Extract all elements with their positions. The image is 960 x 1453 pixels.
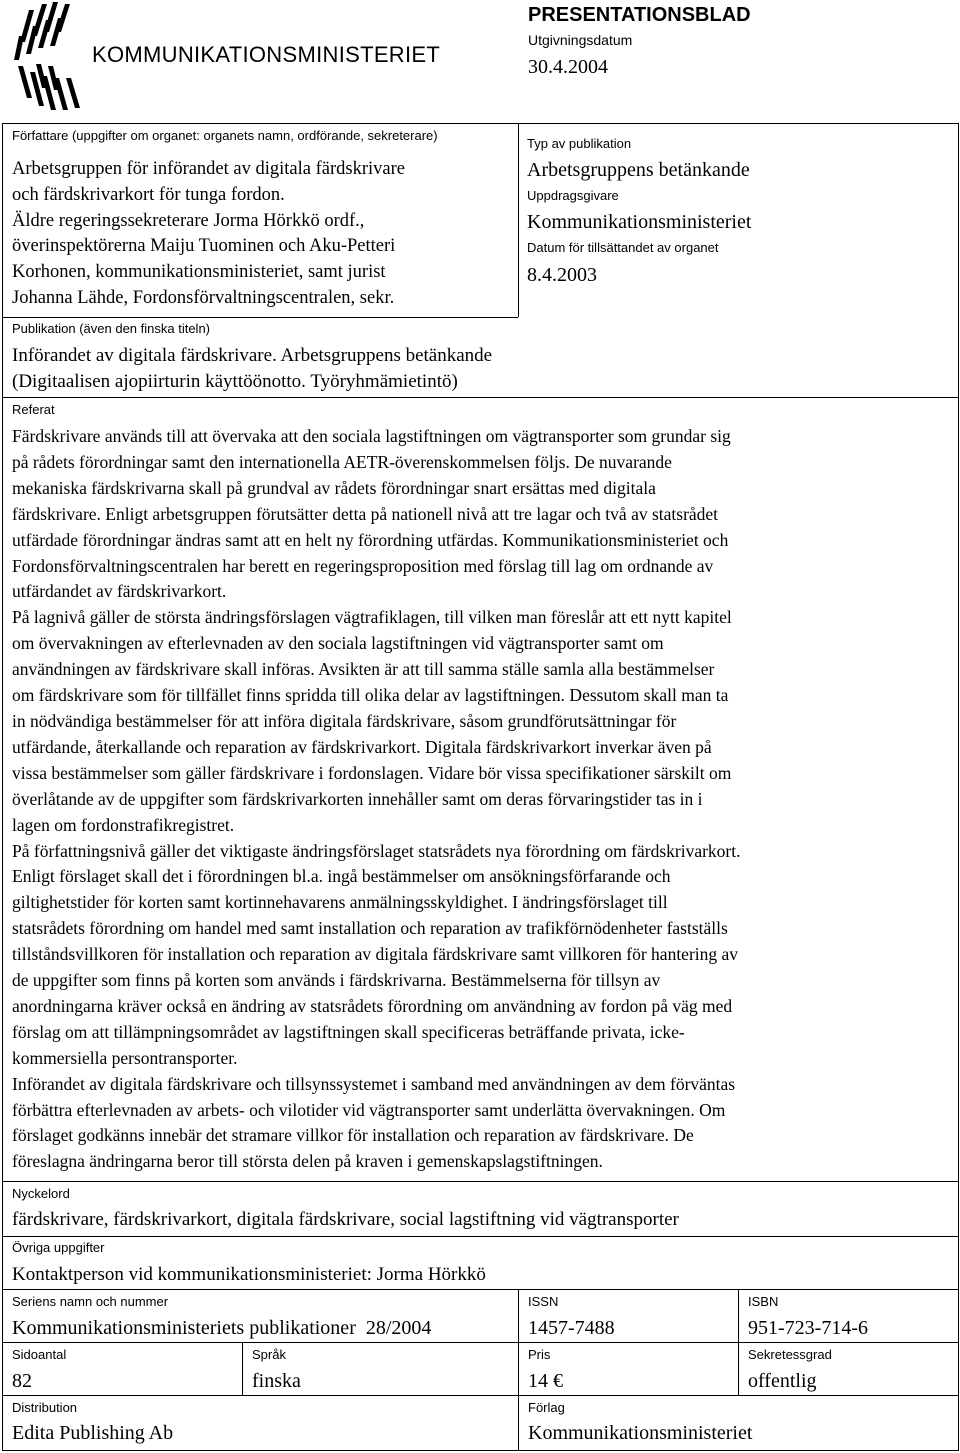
abstract-line: föreslagna ändringarna beror till största delen på kraven i gemenskapslagstiftningen.	[12, 1151, 603, 1172]
abstract-line: in nödvändiga bestämmelser för att införa digitala färdskrivare, såsom grundförutsättningar för	[12, 710, 677, 731]
divider	[2, 1395, 958, 1396]
keywords-label: Nyckelord	[12, 1186, 70, 1201]
keywords-value: färdskrivare, färdskrivarkort, digitala färdskrivare, social lagstiftning vid vägtransporter	[12, 1209, 679, 1230]
publication-type-value: Arbetsgruppens betänkande	[527, 159, 750, 181]
author-text	[12, 157, 405, 312]
abstract-line: utfärdandet av färdskrivarkort.	[12, 581, 227, 602]
abstract-line: Enligt förslaget skall det i förordningen bl.a. ingå bestämmelser om ansökningsförfarande och	[12, 866, 671, 887]
appointed-date-label: Datum för tillsättandet av organet	[527, 240, 719, 255]
author-line: Äldre regeringssekreterare Jorma Hörkkö ordf.,	[12, 210, 365, 231]
publication-type-label: Typ av publikation	[527, 136, 632, 151]
pages-label: Sidoantal	[12, 1347, 67, 1362]
release-date: 30.4.2004	[528, 56, 608, 78]
language-value: finska	[252, 1370, 301, 1392]
ministry-logo	[10, 2, 92, 110]
confidentiality-label: Sekretessgrad	[748, 1347, 832, 1362]
abstract-line: överlåtande av de uppgifter som färdskrivarkorten innehåller samt om deras förvaringstider tas in i	[12, 788, 703, 809]
abstract-line: mekaniska färdskrivarna skall på grundval av rådets förordningar snart ersättas med digitala	[12, 477, 656, 498]
publisher-label: Förlag	[528, 1400, 565, 1415]
confidentiality-value: offentlig	[748, 1370, 817, 1392]
abstract-line: utfärdande, återkallande och reparation av färdskrivarkort. Digitala färdskrivarkort inverkar även på	[12, 736, 712, 757]
price-label: Pris	[528, 1347, 551, 1362]
divider	[2, 1181, 958, 1182]
publication-line: (Digitaalisen ajopiirturin käyttöönotto. Työryhmämietintö)	[12, 370, 458, 392]
abstract-line: de uppgifter som finns på korten som används i färdskrivarna. Bestämmelserna för tillsyn av	[12, 970, 661, 991]
divider	[2, 123, 958, 124]
abstract-line: förslaget godkänns innebär det stramare villkor för installation och reparation av färdskrivare. De	[12, 1125, 694, 1146]
abstract-line: användningen av färdskrivare skall införas. Avsikten är att till samma ställe samla alla bestämmelser	[12, 659, 715, 680]
other-info-label: Övriga uppgifter	[12, 1240, 105, 1255]
divider	[2, 123, 3, 1451]
price-value: 14 €	[528, 1370, 563, 1392]
divider	[2, 1289, 958, 1290]
abstract-line: om färdskrivare som för tillfället finns spridda till olika delar av lagstiftningen. Dessutom skall man ta	[12, 685, 729, 706]
distribution-label: Distribution	[12, 1400, 78, 1415]
commissioner-value: Kommunikationsministeriet	[527, 211, 752, 233]
ministry-name: KOMMUNIKATIONSMINISTERIET	[92, 42, 441, 67]
author-line: och färdskrivarkort för tunga fordon.	[12, 184, 285, 205]
document-title: PRESENTATIONSBLAD	[528, 4, 751, 26]
isbn-label: ISBN	[748, 1294, 779, 1309]
release-date-label: Utgivningsdatum	[528, 32, 633, 48]
abstract-line: Färdskrivare används till att övervaka att den sociala lagstiftningen om vägtransporter som grundar sig	[12, 426, 731, 446]
abstract-line: På lagnivå gäller de största ändringsförslagen vägtrafiklagen, till vilken man föreslår att ett nytt kapitel	[12, 607, 732, 628]
abstract-line: om övervakningen av efterlevnaden av den sociala lagstiftningen vid vägtransporter samt om	[12, 633, 664, 654]
author-label: Författare (uppgifter om organet: organets namn, ordförande, sekreterare)	[12, 128, 438, 143]
language-label: Språk	[252, 1347, 286, 1362]
abstract-line: lagen om fordonstrafikregistret.	[12, 814, 235, 835]
series-value: Kommunikationsministeriets publikationer 28/2004	[12, 1317, 432, 1339]
divider	[958, 123, 959, 1451]
author-line: Korhonen, kommunikationsministeriet, samt jurist	[12, 262, 386, 283]
issn-label: ISSN	[528, 1294, 559, 1309]
commissioner-label: Uppdragsgivare	[527, 188, 619, 203]
divider	[738, 1289, 739, 1395]
divider	[2, 1342, 958, 1343]
divider	[2, 397, 958, 398]
abstract-label: Referat	[12, 402, 55, 417]
divider	[242, 1342, 243, 1395]
abstract-text	[12, 424, 952, 1175]
series-label: Seriens namn och nummer	[12, 1294, 169, 1309]
abstract-line: Fordonsförvaltningscentralen har berett en regeringsproposition med förslag till lag om ordnande av	[12, 555, 714, 576]
publication-line: Införandet av digitala färdskrivare. Arbetsgruppens betänkande	[12, 345, 493, 366]
abstract-line: förslag om att tillämpningsområdet av lagstiftningen skall specificeras beträffande privata, icke-	[12, 1021, 685, 1042]
publication-title	[12, 343, 492, 395]
isbn-value: 951-723-714-6	[748, 1317, 868, 1339]
pages-value: 82	[12, 1370, 32, 1392]
abstract-line: kommersiella persontransporter.	[12, 1047, 238, 1068]
publisher-value: Kommunikationsministeriet	[528, 1422, 753, 1444]
abstract-line: På författningsnivå gäller det viktigaste ändringsförslaget statsrådets nya förordning om färdskrivarkort.	[12, 840, 741, 861]
abstract-line: vissa bestämmelser som gäller färdskrivare i fordonslagen. Vidare bör vissa specifikationer särskilt om	[12, 762, 732, 783]
abstract-line: förbättra efterlevnaden av arbets- och vilotider vid vägtransporter samt underlätta övervakningen. Om	[12, 1099, 726, 1120]
abstract-line: utfärdade förordningar ändras samt att en helt ny förordning utfärdas. Kommunikationsministeriet och	[12, 529, 729, 550]
abstract-line: Införandet av digitala färdskrivare och tillsynssystemet i samband med användningen av dem förväntas	[12, 1073, 736, 1094]
divider	[2, 1450, 958, 1451]
divider	[518, 123, 519, 317]
distribution-value: Edita Publishing Ab	[12, 1422, 174, 1444]
other-info-value: Kontaktperson vid kommunikationsministeriet: Jorma Hörkkö	[12, 1264, 486, 1285]
abstract-line: giltighetstider för korten samt kortinnehavarens anmälningsskyldighet. I ändringsförslaget till	[12, 892, 668, 913]
divider	[2, 317, 518, 318]
issn-value: 1457-7488	[528, 1317, 615, 1339]
author-line: Johanna Lähde, Fordonsförvaltningscentralen, sekr.	[12, 287, 395, 308]
abstract-line: statsrådets förordning om handel med samt installation och reparation av trafikförnödenheter fastställs	[12, 918, 728, 939]
abstract-line: tillståndsvillkoren för installation och reparation av digitala färdskrivare samt villkoren för hantering av	[12, 944, 739, 965]
abstract-line: på rådets förordningar samt den internationella AETR-överenskommelsen följs. De nuvarande	[12, 451, 672, 472]
abstract-line: anordningarna kräver också en ändring av statsrådets förordning om användning av fordon på väg med	[12, 995, 733, 1016]
author-line: överinspektörerna Maiju Tuominen och Aku-Petteri	[12, 236, 396, 257]
abstract-line: färdskrivare. Enligt arbetsgruppen förutsätter detta på nationell nivå att tre lagar och två av statsrådet	[12, 503, 719, 524]
author-line: Arbetsgruppen för införandet av digitala färdskrivare	[12, 159, 405, 179]
appointed-date-value: 8.4.2003	[527, 264, 597, 286]
divider	[518, 1289, 519, 1451]
publication-label: Publikation (även den finska titeln)	[12, 321, 211, 336]
divider	[2, 1236, 958, 1237]
